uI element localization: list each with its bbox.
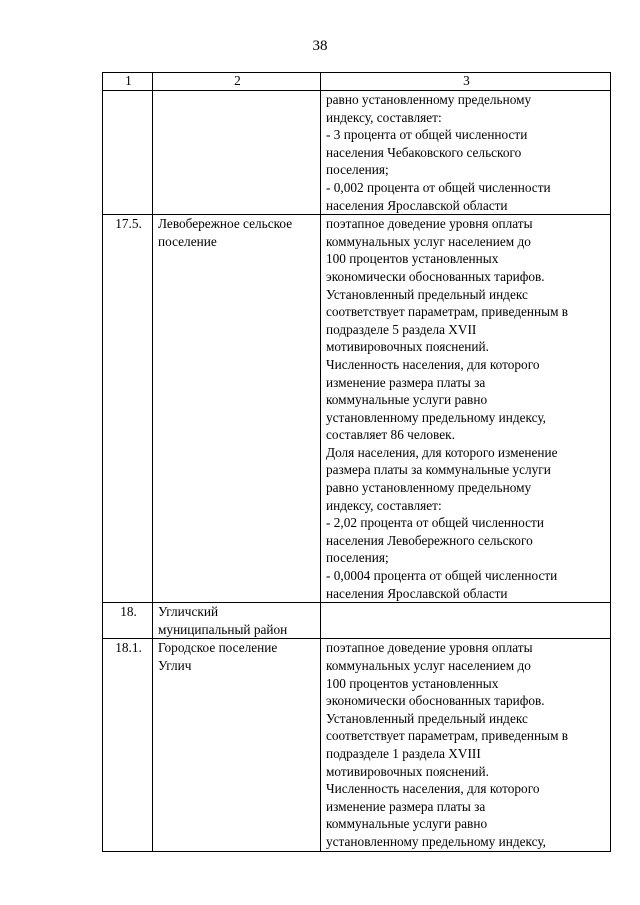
description-cell — [321, 215, 611, 603]
table-row — [103, 603, 611, 639]
description-cell — [321, 91, 611, 215]
row-number-cell: 18.1. — [103, 639, 153, 851]
description-line: изменение размера платы за — [326, 798, 486, 814]
description-line: мотивировочных пояснений. — [326, 763, 489, 779]
description-line: коммунальные услуги равно — [326, 392, 488, 408]
description-line: населения Ярославской области — [326, 585, 508, 601]
description-line: населения Ярославской области — [326, 197, 508, 213]
description-line: изменение размера платы за — [326, 374, 486, 390]
description-line: соответствует параметрам, приведенным в — [326, 304, 569, 320]
municipality-name-cell — [153, 215, 321, 603]
description-line: соответствует параметрам, приведенным в — [326, 728, 569, 744]
row-number-cell — [103, 91, 153, 215]
description-line: Доля населения, для которого изменение — [326, 444, 558, 460]
description-cell — [321, 639, 611, 851]
municipality-name-line: Городское поселение — [158, 640, 278, 656]
description-line: коммунальные услуги равно — [326, 816, 488, 832]
description-line: экономически обоснованных тарифов. — [326, 268, 545, 284]
description-line: Установленный предельный индекс — [326, 710, 528, 726]
row-number-cell: 18. — [103, 603, 153, 639]
description-line: установленному предельному индексу, — [326, 409, 546, 425]
description-line: составляет 86 человек. — [326, 427, 455, 443]
description-line: мотивировочных пояснений. — [326, 339, 489, 355]
description-line: 100 процентов установленных — [326, 675, 499, 691]
municipality-name-line: Углич — [158, 658, 192, 673]
description-line: равно установленному предельному — [326, 480, 532, 496]
description-line: Установленный предельный индекс — [326, 286, 528, 302]
municipality-name-line: муниципальный район — [158, 621, 288, 637]
municipality-name-cell — [153, 639, 321, 851]
table-header-row — [103, 73, 611, 91]
description-line: поселения; — [326, 550, 389, 566]
tariff-table — [102, 72, 611, 852]
description-line: населения Левобережного сельского — [326, 532, 533, 548]
description-line: поэтапное доведение уровня оплаты — [326, 640, 533, 656]
table-row — [103, 215, 611, 603]
description-line: поселения; — [326, 162, 389, 178]
description-line: подразделе 5 раздела XVII — [326, 321, 477, 337]
page-number: 38 — [312, 38, 328, 54]
description-line: - 0,0004 процента от общей численности — [326, 568, 558, 584]
description-line: установленному предельному индексу, — [326, 833, 546, 849]
description-line: - 3 процента от общей численности — [326, 127, 528, 143]
description-line: Численность населения, для которого — [326, 781, 540, 797]
table-body — [103, 73, 611, 852]
municipality-name-cell — [153, 603, 321, 639]
table-row — [103, 639, 611, 851]
description-line: 100 процентов установленных — [326, 251, 499, 267]
description-line: коммунальных услуг населением до — [326, 233, 531, 249]
description-line: - 0,002 процента от общей численности — [326, 179, 551, 195]
description-line: населения Чебаковского сельского — [326, 144, 522, 160]
description-line: индексу, составляет: — [326, 109, 442, 125]
column-header-2: 2 — [153, 73, 321, 91]
description-line: экономически обоснованных тарифов. — [326, 693, 545, 709]
description-line: коммунальных услуг населением до — [326, 658, 531, 673]
description-cell — [321, 603, 611, 639]
description-line: Численность населения, для которого — [326, 356, 540, 372]
municipality-name-line: поселение — [158, 233, 217, 249]
municipality-name-cell — [153, 91, 321, 215]
table-row — [103, 91, 611, 215]
row-number-cell: 17.5. — [103, 215, 153, 603]
column-header-1: 1 — [103, 73, 153, 91]
description-line: размера платы за коммунальные услуги — [326, 462, 551, 478]
municipality-name-line: Угличский — [158, 604, 219, 620]
column-header-3: 3 — [321, 73, 611, 91]
description-line: поэтапное доведение уровня оплаты — [326, 216, 533, 232]
description-line: - 2,02 процента от общей численности — [326, 515, 544, 531]
description-line: равно установленному предельному — [326, 92, 532, 107]
description-line: подразделе 1 раздела XVIII — [326, 745, 481, 761]
description-line: индексу, составляет: — [326, 497, 442, 513]
municipality-name-line: Левобережное сельское — [158, 216, 293, 232]
